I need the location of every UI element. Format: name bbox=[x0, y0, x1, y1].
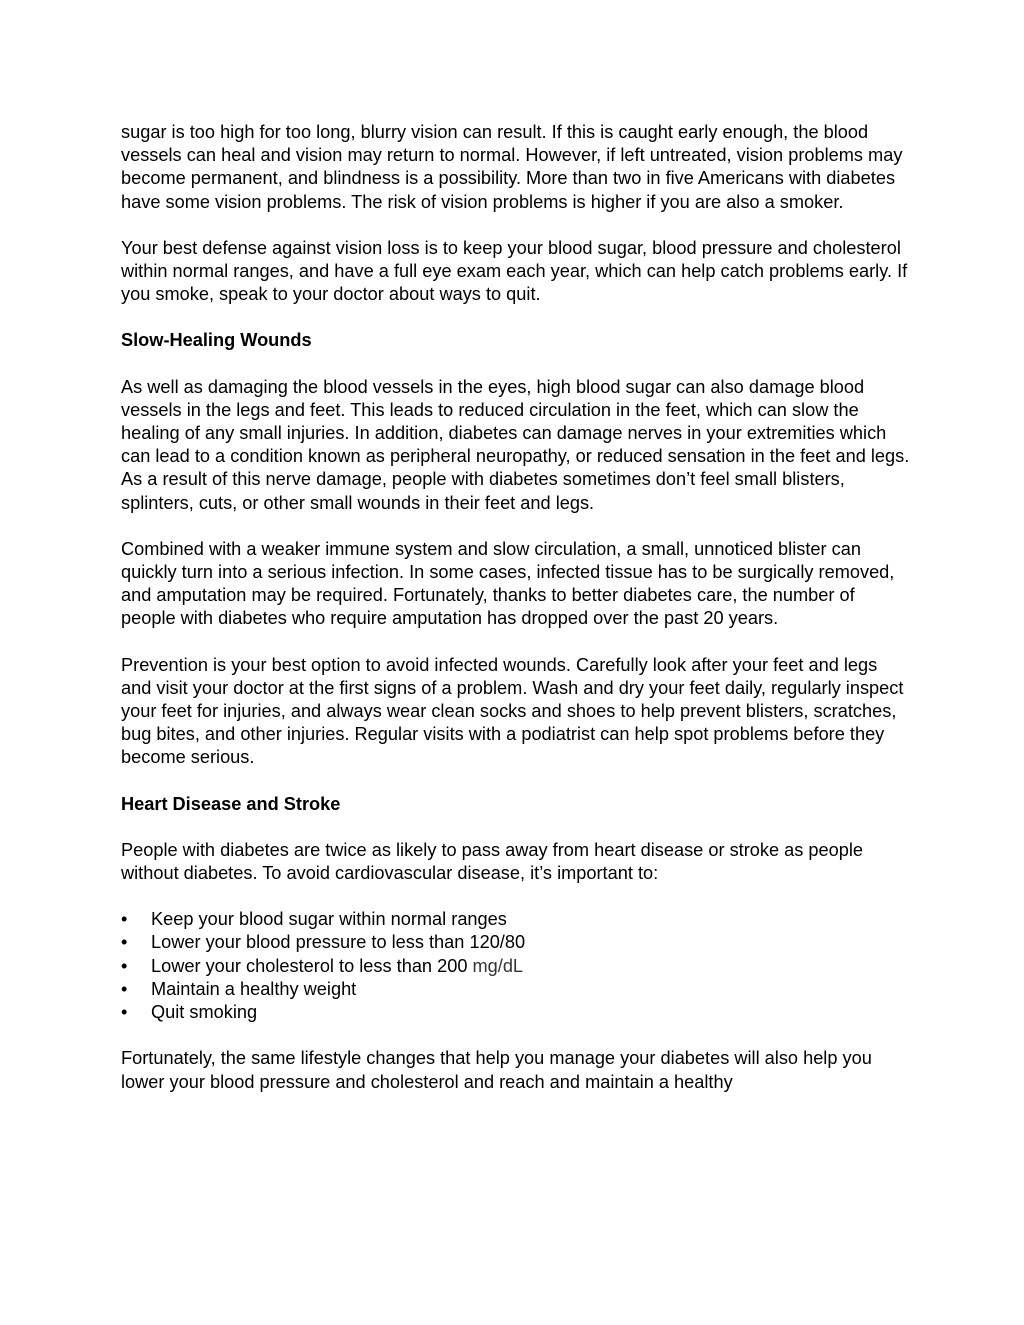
list-item bbox=[121, 978, 911, 1001]
bullet-icon: • bbox=[121, 955, 128, 976]
heading-slow-healing-wounds: Slow-Healing Wounds bbox=[121, 330, 312, 351]
cholesterol-unit: mg/dL bbox=[472, 955, 524, 976]
paragraph-wounds-prevention: Prevention is your best option to avoid infected wounds. Carefully look after your feet and legs and visit your doctor at the first signs of a problem. Wash and dry your feet daily, regularly inspect your feet for injuries, and always wear clean socks and shoes to help prevent blisters, scratches, bug bites, and other injuries. Regular visits with a podiatrist can help spot problems before they become serious. bbox=[121, 654, 904, 768]
list-item bbox=[121, 908, 911, 931]
list-item-text: Maintain a healthy weight bbox=[151, 978, 357, 999]
bullet-icon: • bbox=[121, 978, 128, 999]
paragraph-heart-intro: People with diabetes are twice as likely to pass away from heart disease or stroke as people without diabetes. To avoid cardiovascular disease, it’s important to: bbox=[121, 839, 864, 884]
paragraph-wounds-infection: Combined with a weaker immune system and slow circulation, a small, unnoticed blister can quickly turn into a serious infection. In some cases, infected tissue has to be surgically removed, and amputation may be required. Fortunately, thanks to better diabetes care, the number of people with diabetes who require amputation has dropped over the past 20 years. bbox=[121, 538, 895, 629]
paragraph-vision-risk: sugar is too high for too long, blurry vision can result. If this is caught early enough, the blood vessels can heal and vision may return to normal. However, if left untreated, vision problems may become permanent, and blindness is a possibility. More than two in five Americans with diabetes have some vision problems. The risk of vision problems is higher if you are also a smoker. bbox=[121, 122, 903, 212]
paragraph-wounds-circulation: As well as damaging the blood vessels in the eyes, high blood sugar can also damage blood vessels in the legs and feet. This leads to reduced circulation in the feet, which can slow the healing of any small injuries. In addition, diabetes can damage nerves in your extremities which can lead to a condition known as peripheral neuropathy, or reduced sensation in the feet and legs. As a result of this nerve damage, people with diabetes sometimes don’t feel small blisters, splinters, cuts, or other small wounds in their feet and legs. bbox=[121, 376, 910, 513]
list-item bbox=[121, 955, 911, 978]
list-item-text: Keep your blood sugar within normal ranges bbox=[151, 909, 507, 930]
bullet-icon: • bbox=[121, 1002, 128, 1023]
bullet-icon: • bbox=[121, 932, 128, 953]
bullet-list bbox=[121, 908, 911, 1024]
paragraph-vision-defense: Your best defense against vision loss is to keep your blood sugar, blood pressure and cholesterol within normal ranges, and have a full eye exam each year, which can help catch problems early. If you smoke, speak to your doctor about ways to quit. bbox=[121, 237, 908, 305]
heading-heart-disease-stroke: Heart Disease and Stroke bbox=[121, 793, 341, 814]
list-item bbox=[121, 1001, 911, 1024]
list-item-text: Lower your blood pressure to less than 120/80 bbox=[151, 932, 526, 953]
bullet-icon: • bbox=[121, 909, 128, 930]
list-item-text: Lower your cholesterol to less than 200 bbox=[151, 955, 473, 976]
paragraph-lifestyle-changes: Fortunately, the same lifestyle changes that help you manage your diabetes will also help you lower your blood pressure and cholesterol and reach and maintain a healthy bbox=[121, 1048, 872, 1092]
list-item bbox=[121, 931, 911, 954]
list-item-text: Quit smoking bbox=[151, 1002, 258, 1023]
document-page bbox=[121, 121, 911, 1117]
